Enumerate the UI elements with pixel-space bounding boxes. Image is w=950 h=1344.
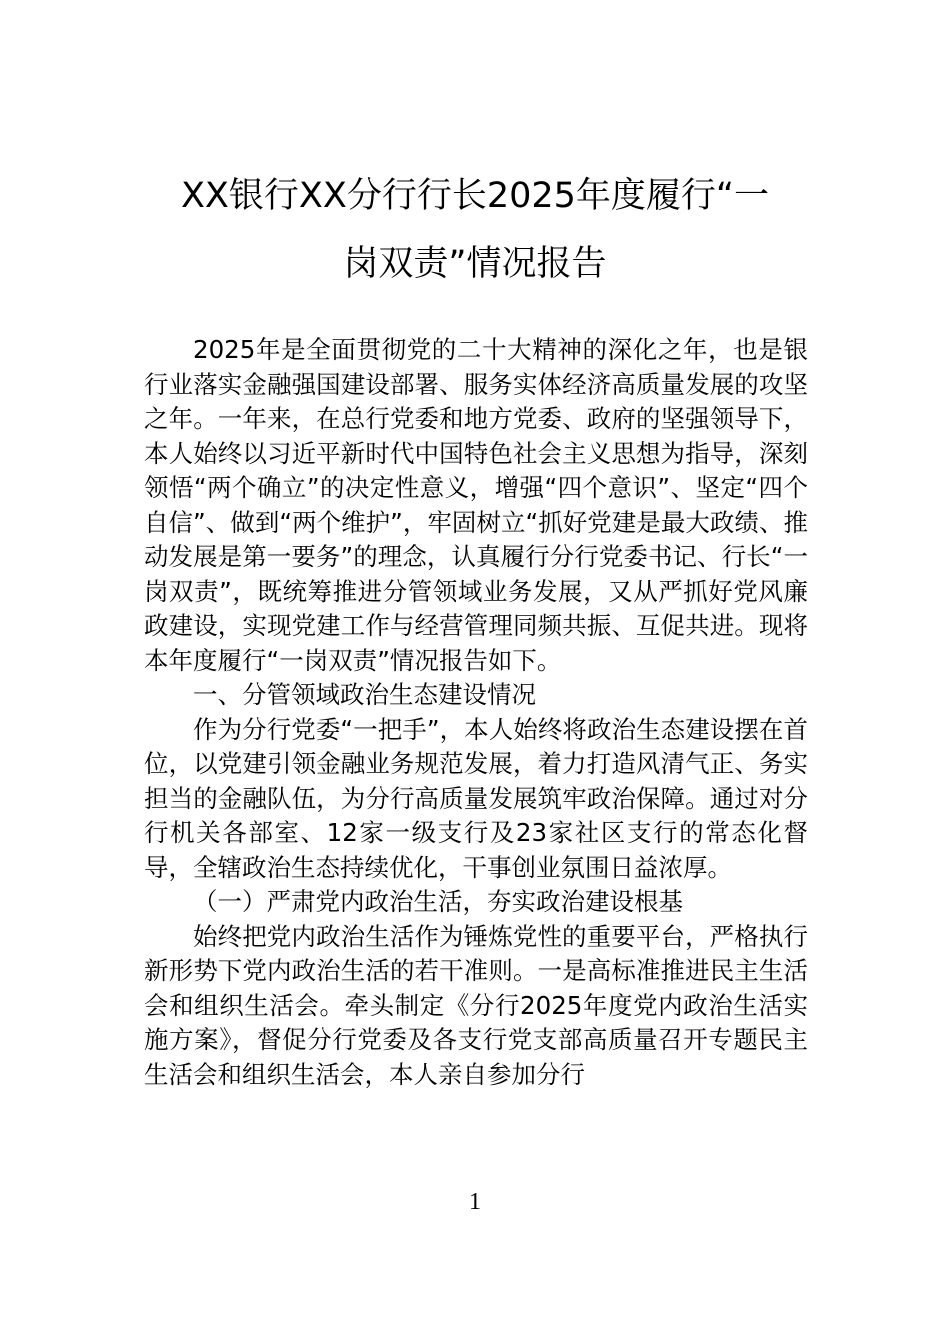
document-title-line-2: 岗双责”情况报告 [343,244,607,284]
document-title-line-1: XX银行XX分行行长2025年度履行“一 [180,176,770,216]
subsection-1-paragraph: 始终把党内政治生活作为锤炼党性的重要平台，严格执行新形势下党内政治生活的若干准则。一是高标准推进民主生活会和组织生活会。牵头制定《分行2025年度党内政治生活实施方案》，督促分行党委及各支行党支部高质量召开专题民主生活会和组织生活会，本人亲自参加分行 [144,921,808,1089]
intro-paragraph: 2025年是全面贯彻党的二十大精神的深化之年，也是银行业落实金融强国建设部署、服务实体经济高质量发展的攻坚之年。一年来，在总行党委和地方党委、政府的坚强领导下，本人始终以习近平新时代中国特色社会主义思想为指导，深刻领悟“两个确立”的决定性意义，增强“四个意识”、坚定“四个自信”、做到“两个维护”，牢固树立“抓好党建是最大政绩、推动发展是第一要务”的理念，认真履行分行党委书记、行长“一岗双责”，既统筹推进分管领域业务发展，又从严抓好党风廉政建设，实现党建工作与经营管理同频共振、互促共进。现将本年度履行“一岗双责”情况报告如下。 [144,335,808,675]
subsection-heading-1: （一）严肃党内政治生活，夯实政治建设根基 [193,887,683,916]
document-body [144,333,808,1092]
page-number: 1 [469,1189,481,1215]
section-heading-1: 一、分管领域政治生态建设情况 [193,680,536,709]
section-1-paragraph: 作为分行党委“一把手”，本人始终将政治生态建设摆在首位，以党建引领金融业务规范发展，着力打造风清气正、务实担当的金融队伍，为分行高质量发展筑牢政治保障。通过对分行机关各部室、12家一级支行及23家社区支行的常态化督导，全辖政治生态持续优化，干事创业氛围日益浓厚。 [144,714,808,882]
